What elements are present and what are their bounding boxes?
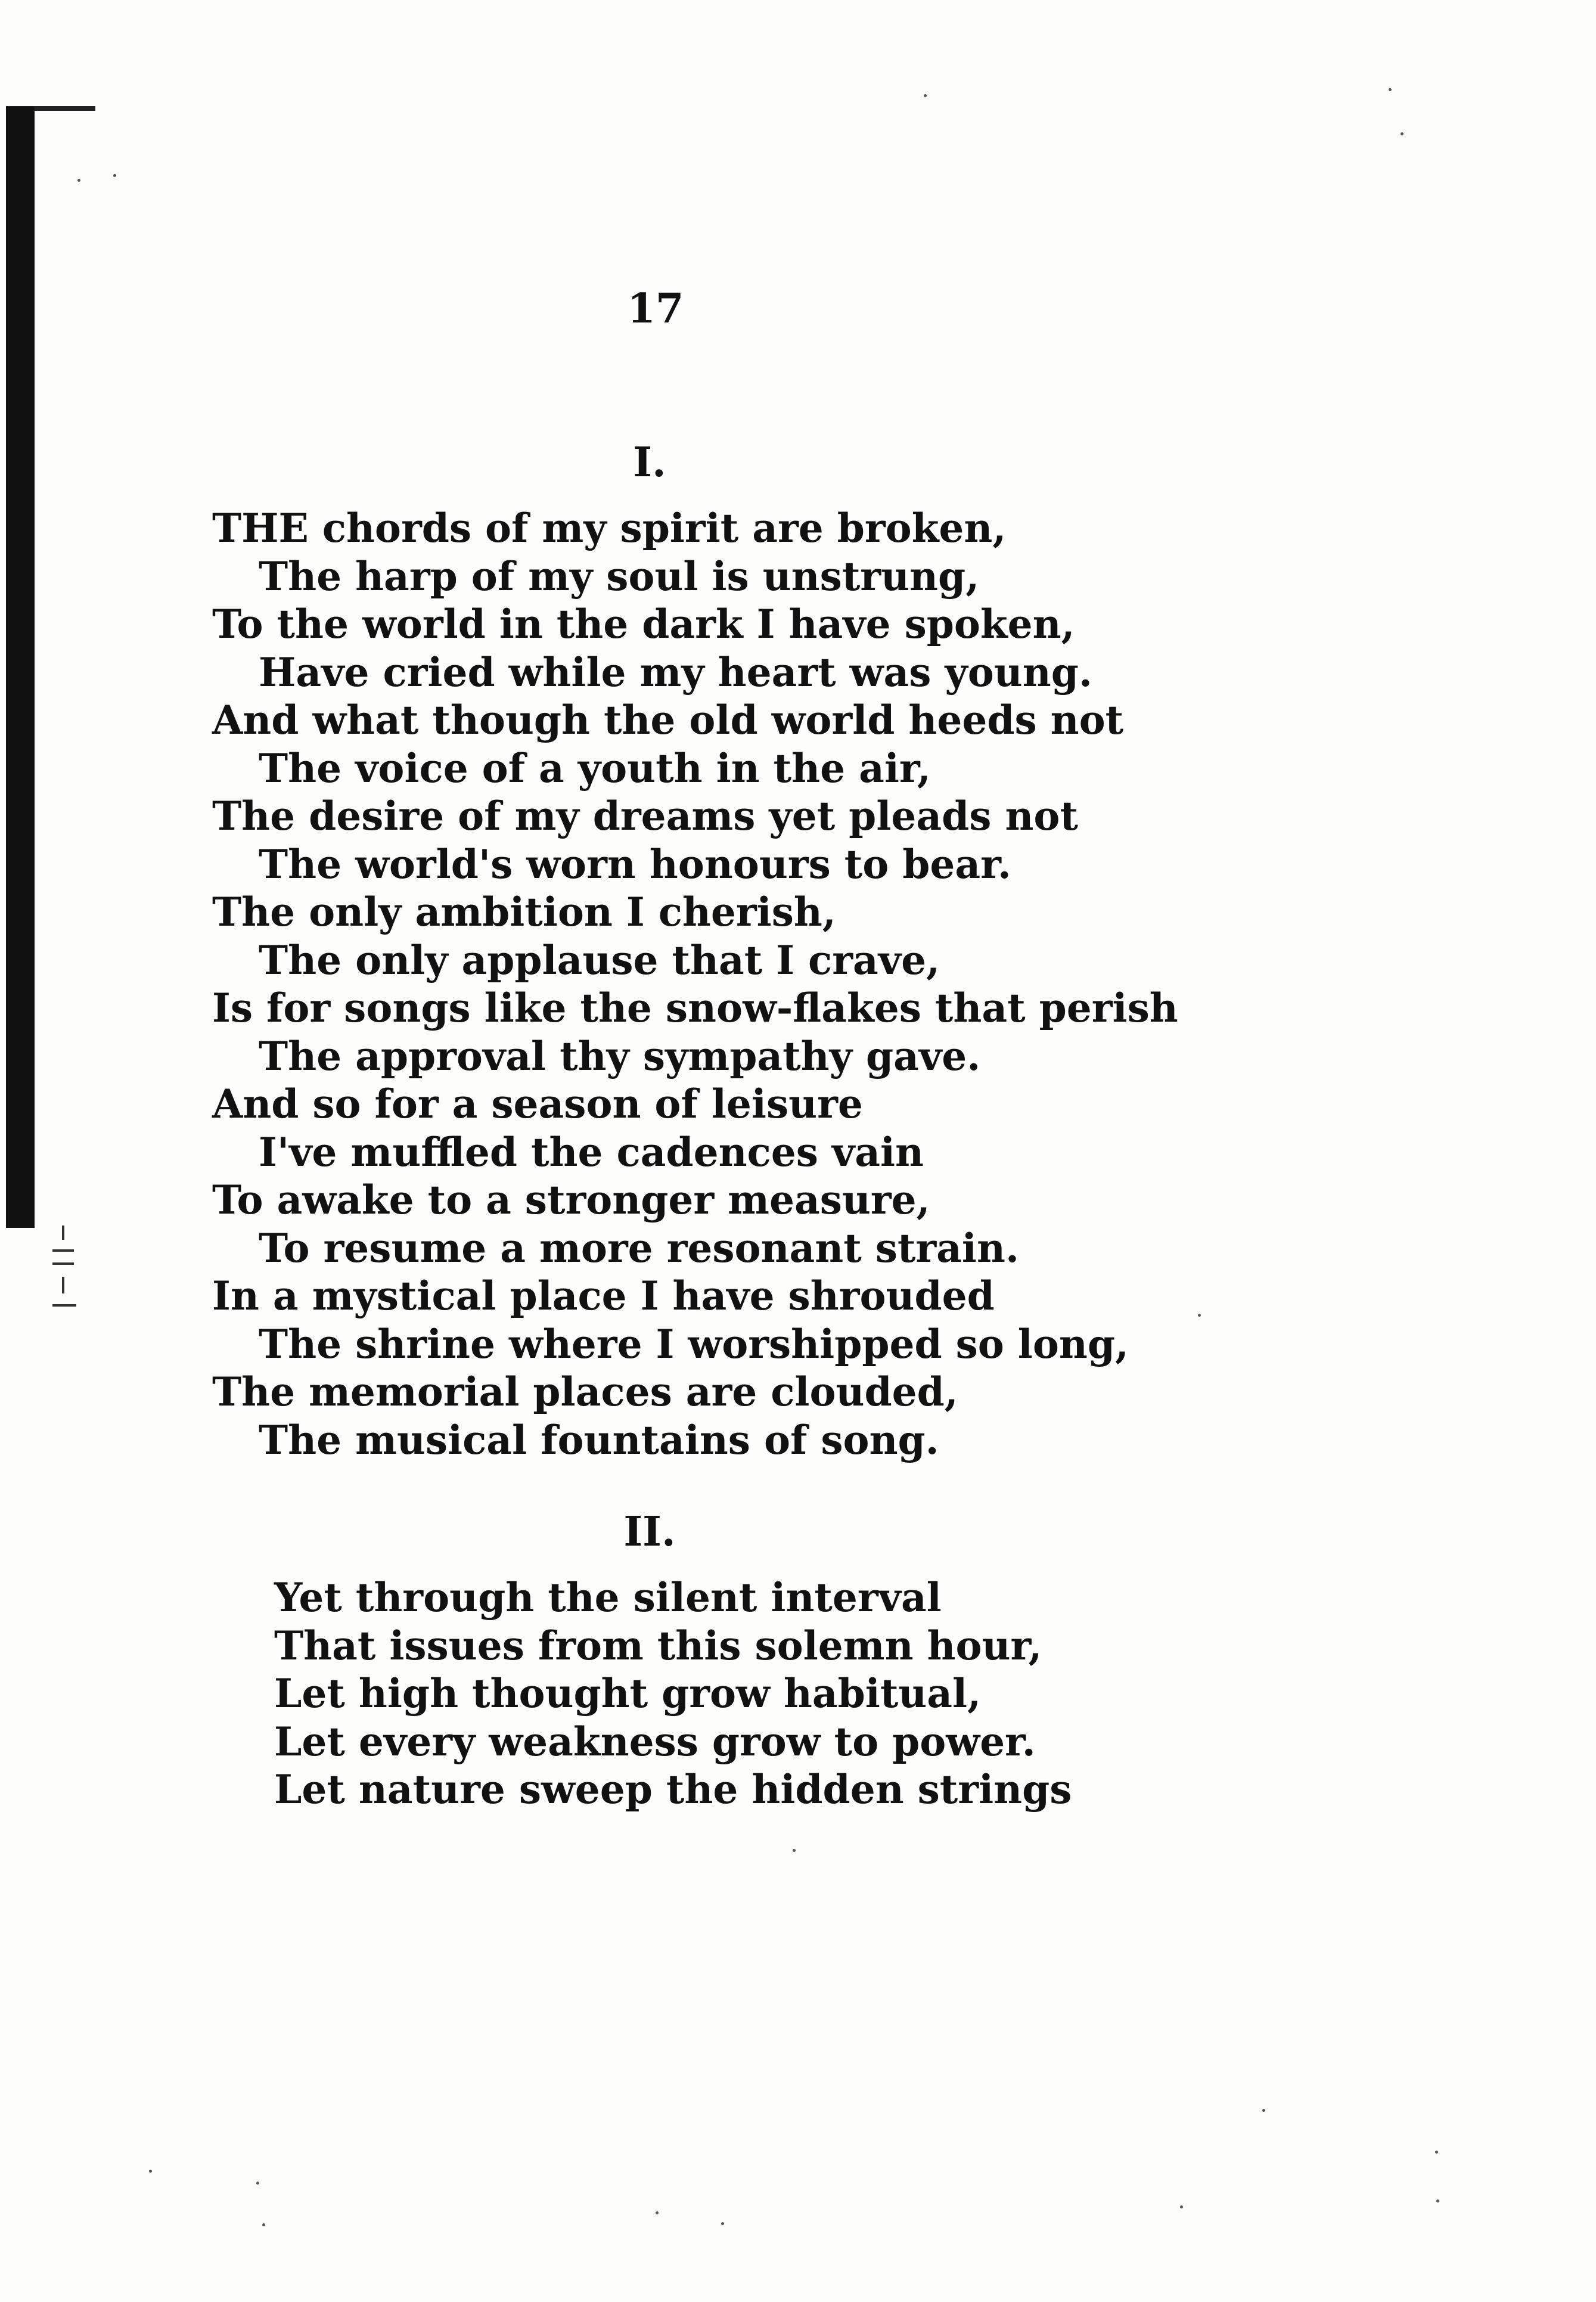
page-number: 17 — [627, 285, 684, 333]
poem-line: Let every weakness grow to power. — [274, 1718, 1036, 1765]
scan-speck — [256, 2182, 259, 2185]
section-heading: II. — [623, 1508, 676, 1556]
poem-line: The desire of my dreams yet pleads not — [212, 793, 1078, 839]
section-heading: I. — [633, 439, 666, 486]
scan-speck — [656, 2211, 659, 2214]
poem-line: THE chords of my spirit are broken, — [212, 505, 1007, 551]
poem-line: The memorial places are clouded, — [212, 1369, 958, 1415]
scan-speck — [1389, 88, 1392, 91]
scan-speck — [1180, 2205, 1183, 2208]
poem-line: The only ambition I cherish, — [212, 889, 836, 935]
poem-line: Is for songs like the snow-flakes that perish — [212, 985, 1178, 1031]
poem-line: To the world in the dark I have spoken, — [212, 601, 1075, 647]
poem-line: The world's worn honours to bear. — [259, 840, 1011, 888]
poem-line: To resume a more resonant strain. — [259, 1224, 1019, 1271]
poem-line: Let nature sweep the hidden strings — [274, 1766, 1072, 1813]
margin-mark — [52, 1262, 74, 1265]
poem-line: And what though the old world heeds not — [212, 697, 1124, 743]
poem-line: The voice of a youth in the air, — [259, 744, 931, 792]
poem-line: The shrine where I worshipped so long, — [259, 1320, 1129, 1367]
scan-speck — [1436, 2199, 1439, 2202]
poem-line: The harp of my soul is unstrung, — [259, 553, 980, 600]
binding-edge — [6, 107, 35, 1228]
poem-line: The musical fountains of song. — [259, 1416, 939, 1463]
scan-speck — [149, 2170, 152, 2173]
poem-stanza — [274, 1574, 1072, 1814]
poem-line: Yet through the silent interval — [274, 1574, 942, 1621]
poem-line: To awake to a stronger measure, — [212, 1177, 930, 1223]
poem-line: The approval thy sympathy gave. — [259, 1032, 981, 1079]
poem-line: Let high thought grow habitual, — [274, 1670, 982, 1717]
scan-speck — [924, 94, 927, 97]
scan-speck — [721, 2222, 724, 2225]
poem-line: In a mystical place I have shrouded — [212, 1273, 995, 1319]
poem-line: I've muffled the cadences vain — [259, 1128, 924, 1175]
scan-speck — [1401, 132, 1404, 135]
poem-line: The only applause that I crave, — [259, 936, 940, 984]
scan-speck — [1198, 1314, 1201, 1317]
scan-speck — [77, 179, 80, 182]
poem-line: And so for a season of leisure — [212, 1081, 863, 1127]
poem-line: That issues from this solemn hour, — [274, 1622, 1042, 1669]
scan-speck — [1435, 2151, 1438, 2154]
scan-speck — [113, 174, 116, 177]
scan-speck — [262, 2223, 265, 2226]
margin-mark — [52, 1304, 76, 1307]
margin-mark — [62, 1226, 64, 1240]
scan-speck — [793, 1849, 796, 1852]
margin-mark — [62, 1277, 64, 1293]
margin-mark — [52, 1249, 74, 1252]
poem-line: Have cried while my heart was young. — [259, 649, 1092, 696]
poem-stanza — [212, 504, 1178, 1464]
scan-speck — [1262, 2109, 1265, 2112]
